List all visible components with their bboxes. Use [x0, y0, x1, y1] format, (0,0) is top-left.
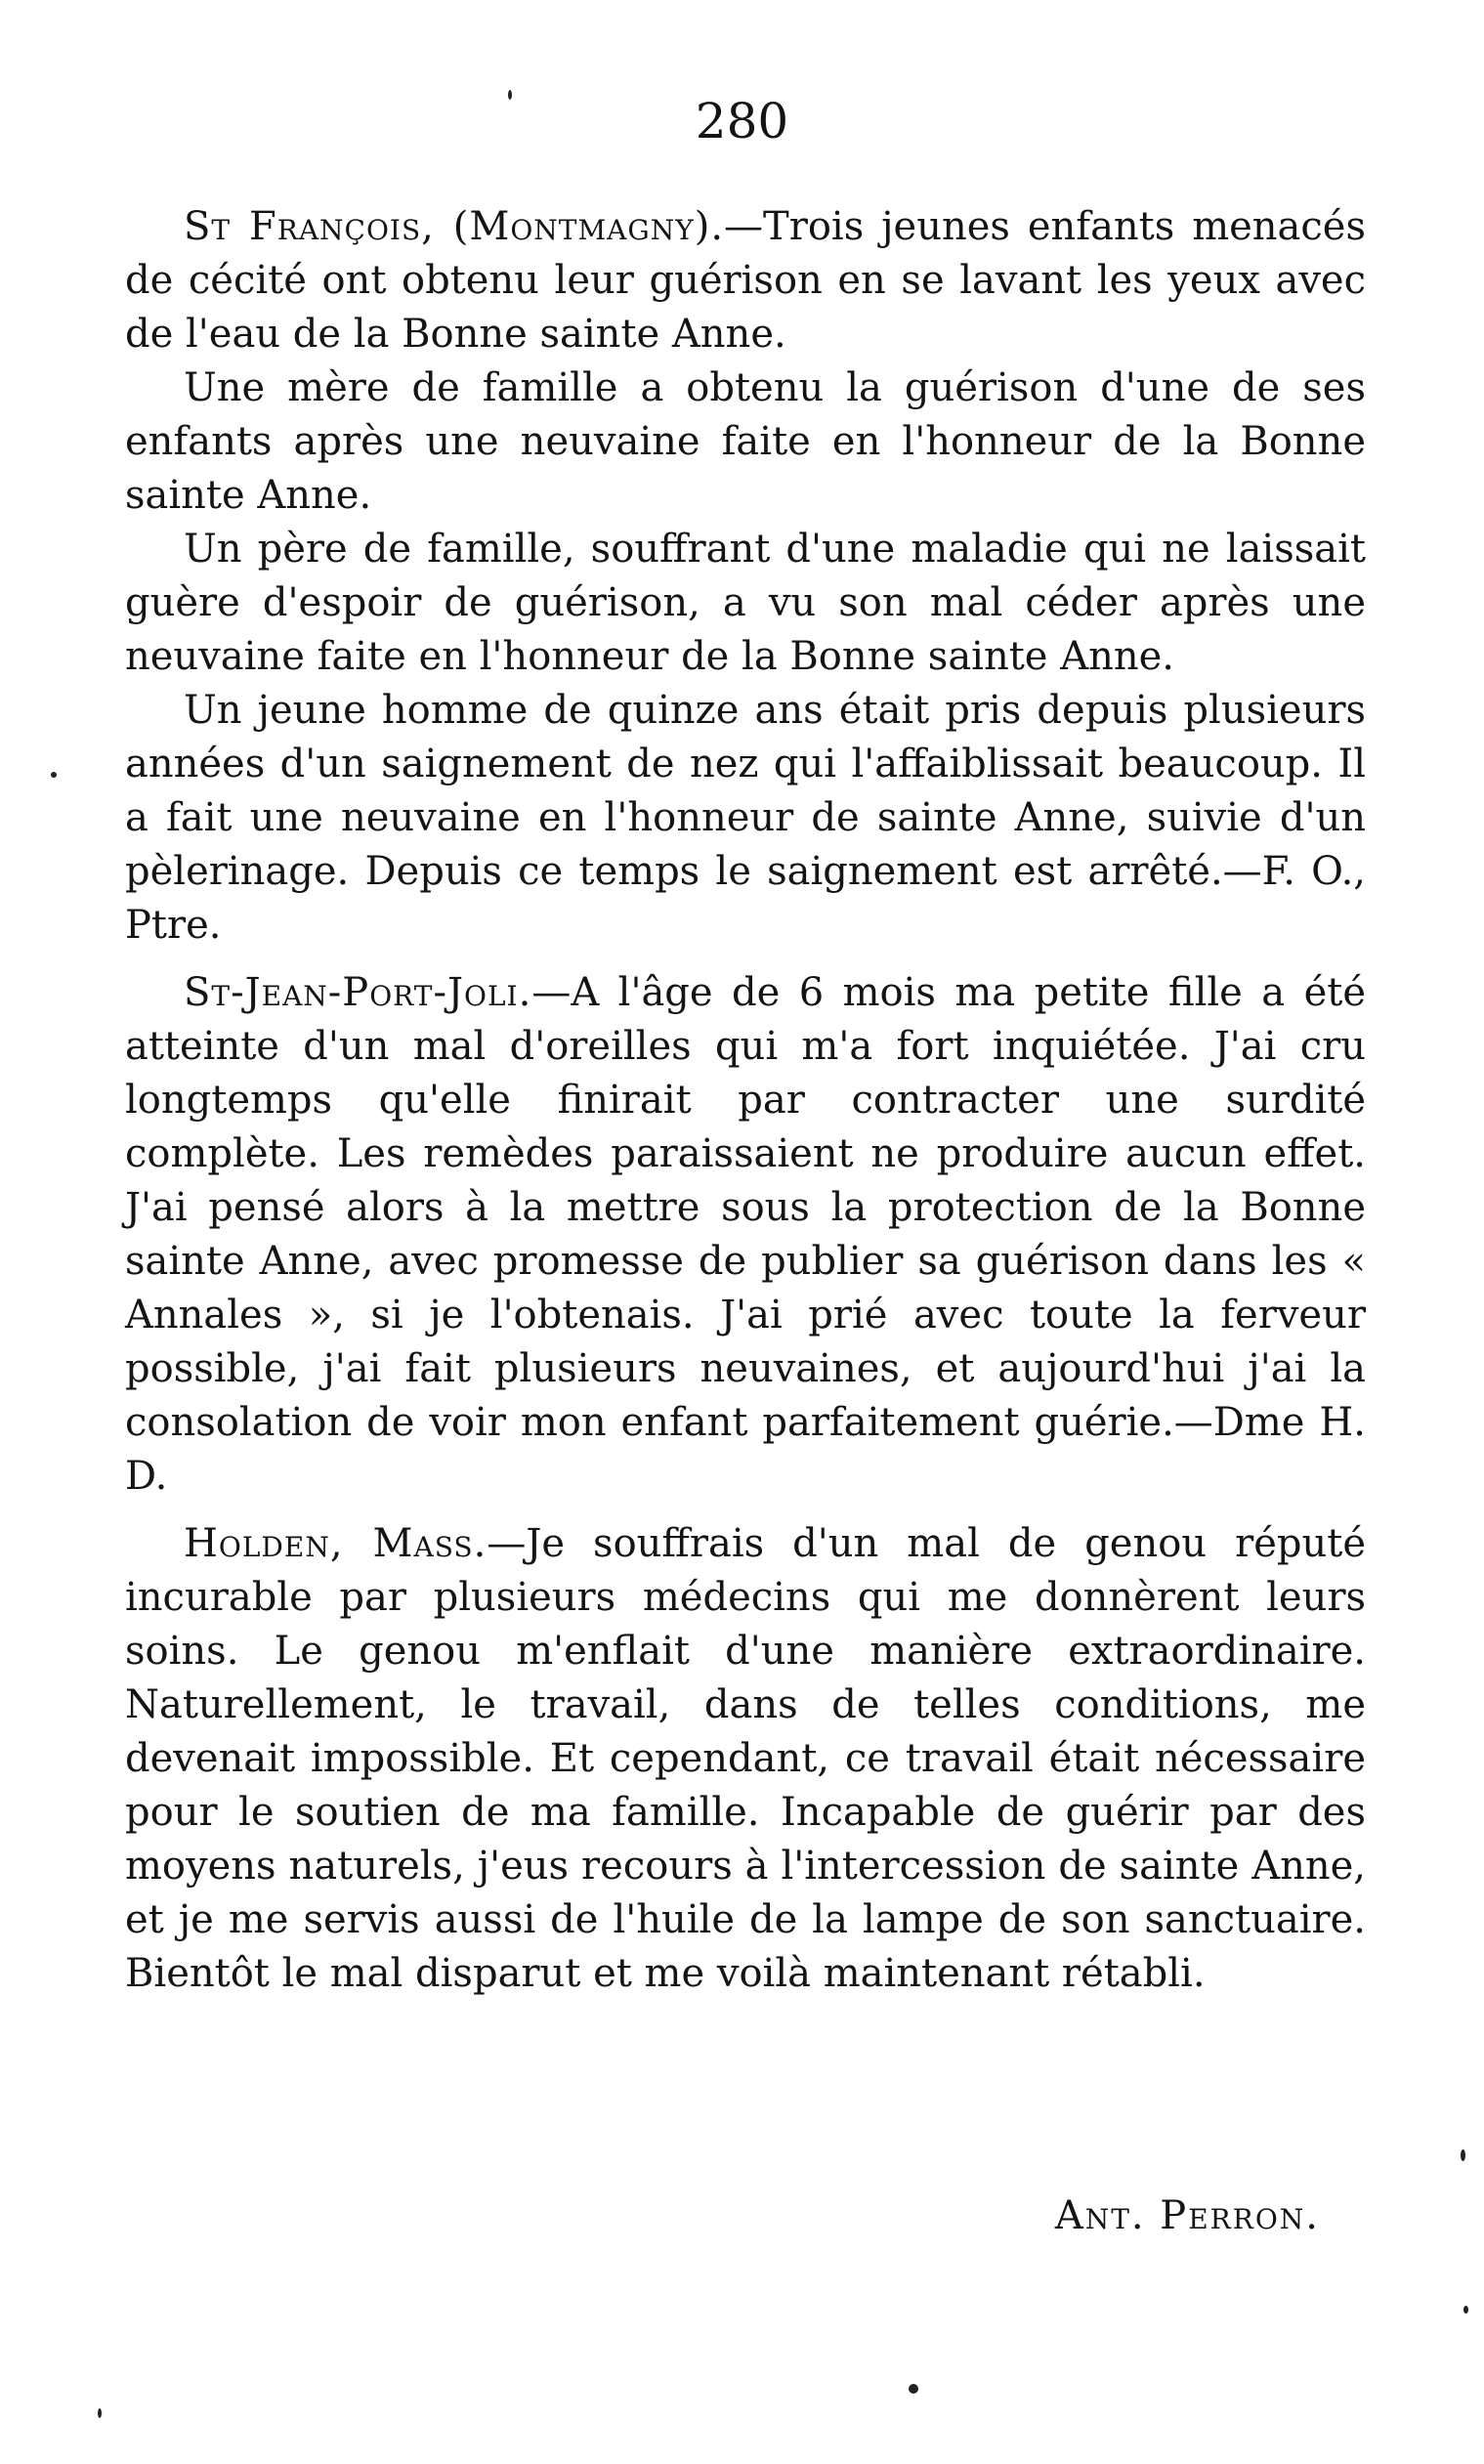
paragraph-text: —Je souffrais d'un mal de genou réputé incurable par plusieurs médecins qui me donnèrent leurs soins. Le genou m'enflait d'une manière extraordinaire. Naturellement, le travail, dans de telles conditions, me devenait impossible. Et cependant, ce travail était nécessaire pour le soutien de ma famille. Incapable de guérir par des moyens naturels, j'eus recours à l'intercession de sainte Anne, et je me servis aussi de l'huile de la lampe de son sanctuaire. Bientôt le mal disparut et me voilà maintenant rétabli. [125, 1521, 1366, 1996]
scan-speck [508, 90, 512, 100]
scan-speck [1463, 2306, 1468, 2314]
scan-speck [1461, 2149, 1465, 2161]
paragraph: Un père de famille, souffrant d'une maladie qui ne laissait guère d'espoir de guérison, a vu son mal céder après une neuvaine faite en l'honneur de la Bonne sainte Anne. [125, 527, 1366, 679]
place-name: St-Jean-Port-Joli. [184, 970, 532, 1015]
scan-speck [909, 2384, 918, 2394]
place-name: St François, (Montmagny). [184, 204, 725, 249]
paragraph-text: —A l'âge de 6 mois ma petite fille a été atteinte d'un mal d'oreilles qui m'a fort inquiétée. J'ai cru longtemps qu'elle finirait par contracter une surdité complète. Les remèdes paraissaient ne produire aucun effet. J'ai pensé alors à la mettre sous la protection de la Bonne sainte Anne, avec promesse de publier sa guérison dans les « Annales », si je l'obtenais. J'ai prié avec toute la ferveur possible, j'ai fait plusieurs neuvaines, et aujourd'hui j'ai la consolation de voir mon enfant parfaitement guérie.—Dme H. D. [125, 970, 1366, 1499]
page-number: 280 [695, 93, 789, 149]
entry-holden-mass [125, 1517, 1366, 2001]
entry-st-jean-port-joli [125, 966, 1366, 1504]
paragraph-gap [125, 953, 1366, 966]
place-name: Holden, Mass. [184, 1521, 488, 1566]
scan-speck [51, 772, 57, 778]
text-column [125, 200, 1366, 2001]
paragraph: Un jeune homme de quinze ans était pris depuis plusieurs années d'un saignement de nez qui l'affaiblissait beaucoup. Il a fait une neuvaine en l'honneur de sainte Anne, suivie d'un pèlerinage. Depuis ce temps le saignement est arrêté.—F. O., Ptre. [125, 688, 1366, 948]
paragraph [125, 200, 1366, 361]
paragraph-gap [125, 1504, 1366, 1517]
paragraph: Une mère de famille a obtenu la guérison d'une de ses enfants après une neuvaine faite en l'honneur de la Bonne sainte Anne. [125, 365, 1366, 518]
paragraph [125, 1517, 1366, 2001]
entry-st-francois [125, 200, 1366, 953]
paragraph [125, 966, 1366, 1504]
paragraph-text: —Trois jeunes enfants menacés de cécité ont obtenu leur guérison en se lavant les yeux avec de l'eau de la Bonne sainte Anne. [125, 204, 1366, 357]
scan-speck [98, 2408, 102, 2418]
signature: Ant. Perron. [1054, 2193, 1320, 2238]
